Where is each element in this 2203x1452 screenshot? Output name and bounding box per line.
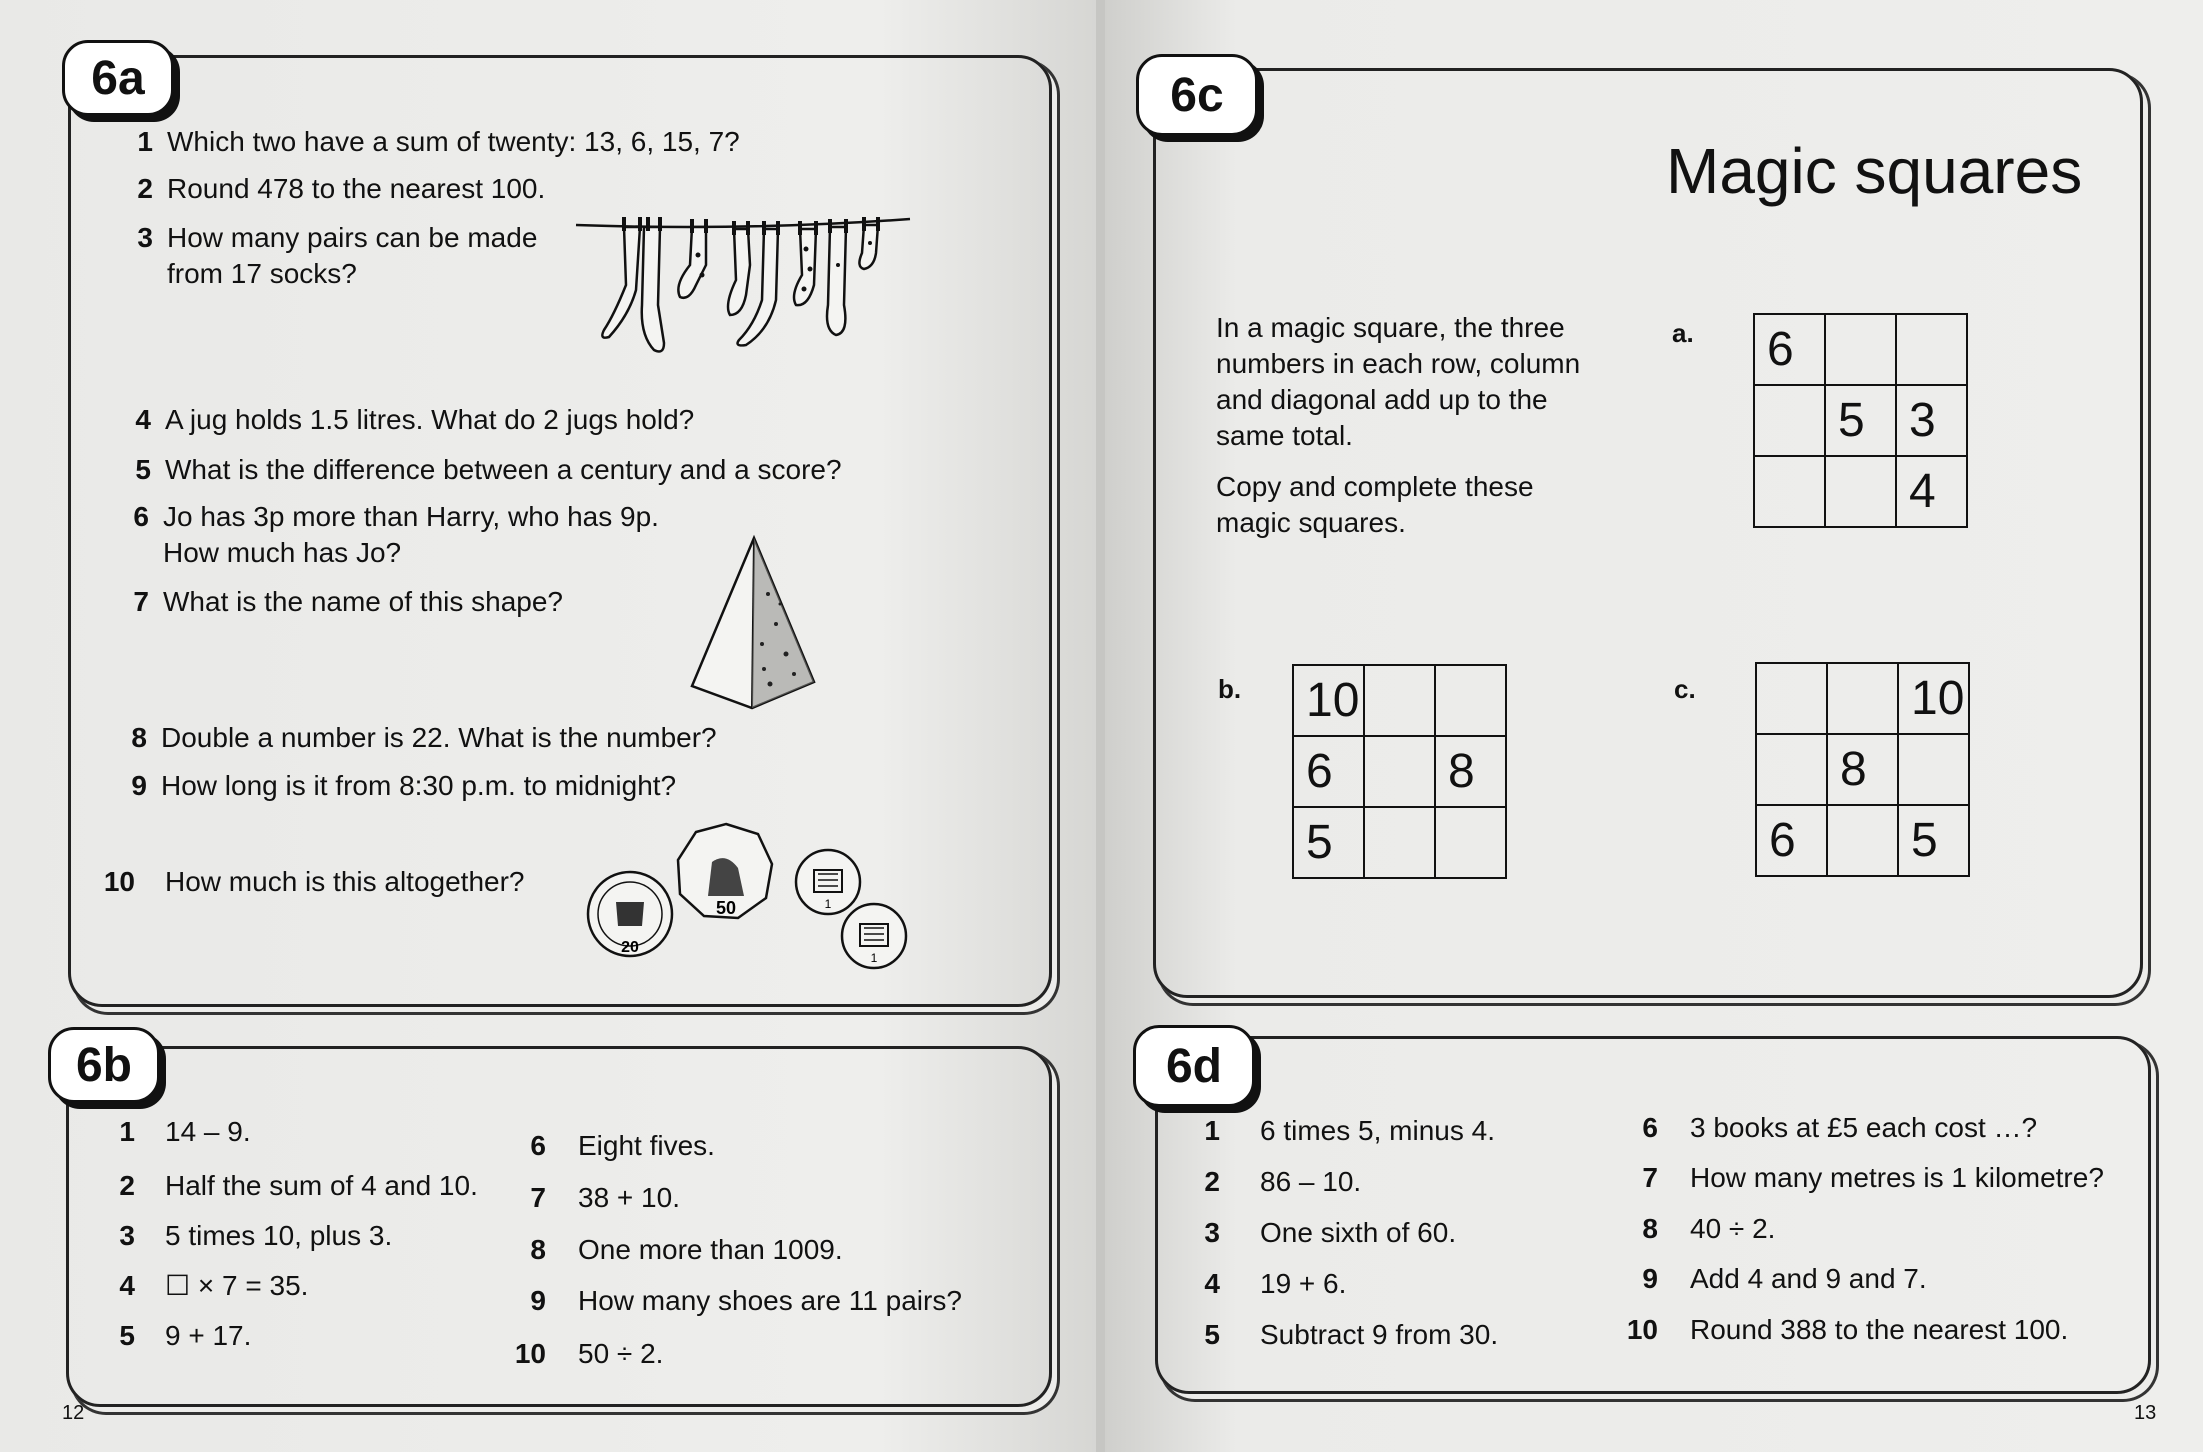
square-a-label: a.	[1672, 318, 1694, 348]
magic-square-c	[1755, 662, 1970, 877]
square-b-cell	[1364, 736, 1435, 807]
square-c-cell: 8	[1827, 734, 1898, 805]
square-c-cell: 6	[1756, 805, 1827, 876]
instruction-line-2: magic squares.	[1216, 507, 1406, 538]
square-a-cell	[1896, 314, 1967, 385]
square-b-cell	[1435, 807, 1506, 878]
coins-illustration	[588, 822, 918, 972]
magic-square-instruction	[1216, 469, 1534, 541]
square-b-cell: 5	[1293, 807, 1364, 878]
square-a-cell: 6	[1754, 314, 1825, 385]
square-a-cell	[1825, 314, 1896, 385]
svg-text:20: 20	[621, 939, 639, 956]
square-c-cell	[1756, 663, 1827, 734]
pyramid-illustration	[690, 534, 820, 710]
section-6b-tag: 6b	[48, 1027, 160, 1103]
square-c-cell: 10	[1898, 663, 1969, 734]
twenty-pence-coin	[588, 872, 672, 956]
square-b-cell: 6	[1293, 736, 1364, 807]
square-c-cell	[1827, 805, 1898, 876]
square-b-cell	[1364, 807, 1435, 878]
question-6a-6-line2: How much has Jo?	[163, 537, 402, 568]
square-a-cell	[1754, 385, 1825, 456]
square-c-label: c.	[1674, 674, 1696, 704]
section-6d-tag: 6d	[1133, 1025, 1255, 1107]
svg-text:1: 1	[870, 951, 878, 965]
svg-text:1: 1	[824, 897, 832, 911]
one-penny-coin-2	[842, 904, 906, 968]
question-6a-3-line2: from 17 socks?	[167, 258, 357, 289]
one-penny-coin-1	[796, 850, 860, 914]
square-b-cell	[1435, 665, 1506, 736]
magic-square-intro	[1216, 310, 1580, 454]
socks-on-line-illustration	[574, 205, 914, 365]
square-c-cell: 5	[1898, 805, 1969, 876]
intro-line-1: In a magic square, the three	[1216, 312, 1565, 343]
square-c-cell	[1898, 734, 1969, 805]
square-c-cell	[1827, 663, 1898, 734]
square-a-cell: 3	[1896, 385, 1967, 456]
intro-line-2: numbers in each row, column	[1216, 348, 1581, 379]
square-b-cell	[1364, 665, 1435, 736]
fifty-pence-coin	[678, 824, 772, 918]
section-6c-tag: 6c	[1136, 54, 1258, 136]
intro-line-4: same total.	[1216, 420, 1353, 451]
square-b-cell: 8	[1435, 736, 1506, 807]
square-c-cell	[1756, 734, 1827, 805]
magic-square-b	[1292, 664, 1507, 879]
square-b-label: b.	[1218, 674, 1242, 704]
intro-line-3: and diagonal add up to the	[1216, 384, 1548, 415]
magic-square-a	[1753, 313, 1968, 528]
square-b-cell: 10	[1293, 665, 1364, 736]
page-number-left: 12	[62, 1402, 85, 1424]
square-a-cell: 4	[1896, 456, 1967, 527]
section-6a-tag: 6a	[62, 40, 174, 116]
svg-text:50: 50	[715, 898, 737, 918]
instruction-line-1: Copy and complete these	[1216, 471, 1534, 502]
page-number-right: 13	[2134, 1402, 2157, 1424]
square-a-cell	[1825, 456, 1896, 527]
square-a-cell: 5	[1825, 385, 1896, 456]
square-a-cell	[1754, 456, 1825, 527]
magic-squares-title: Magic squares	[1666, 135, 2083, 207]
